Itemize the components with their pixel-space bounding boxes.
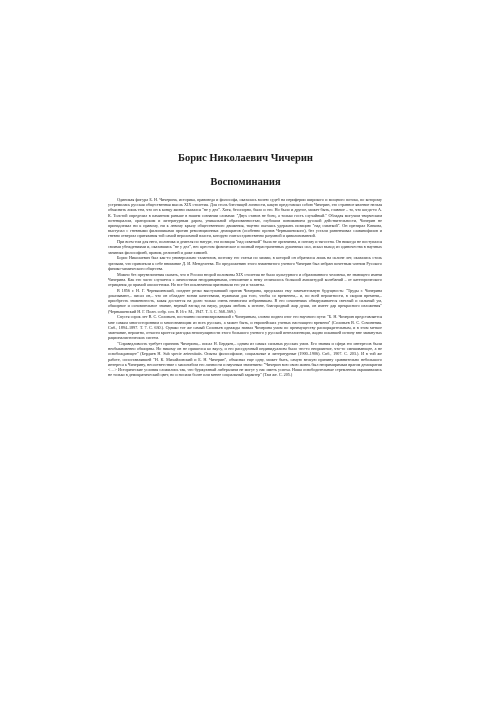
paragraph: Можно без преувеличения сказать, что в России второй половины XIX столетия не было культурного и образованного человека, не знающего имени Чичерина. Как это часто случается с личностями неординарными, отношение к нему отличалось большой амплитудой колебаний – от категорического отрицания до прямой апологетики. Но все без исключения признавали его ум и таланты. [108, 271, 382, 288]
paragraph: "Справедливость требует признать Чичерина,– писал Н. Бердяев,– одним из самых сильных русских умов. Его знания и сфера его интересов были необыкновенно обширны. Но никому он не пришелся ко вкусу, и его рассудочный индивидуализм было что-то неприятное, что-то смешивающее, а не освобождающее" (Бердяев Н. Sub specie aeternitatis. Опыты философские, социальные и литературные (1900–1906). Спб., 1907. С. 203.). И в той же работе, сопоставлявшей "Н. К. Михайловский и Б. Н. Чичерин", объяснял еще одну, может быть, самую вескую причину сравнительно небольшого интереса к Чичерину, несоответствие с масштабом его личности и научным значением: "Чичерин всю свою жизнь был непримиримым врагом демократии <…> Исторические условия сложились так, что буржуазный либерализм не могут у нас иметь успеха. Наша освободительные стремления окрашивались не только в демократический цвет, но и носили более или менее социальный характер" (Там же. С. 205.) [108, 341, 382, 378]
author-heading: Борис Николаевич Чичерин [178, 153, 313, 164]
body-text [108, 197, 382, 378]
document-title: Воспоминания [210, 177, 281, 188]
paragraph: В 1856 г. Н. Г. Чернышевский, позднее резко выступавший против Чичерина, предсказал ему замечательную будущность: "Труды г. Чичерина доказывают,– писал он,– что он обладает всеми качествами, нужными для того, чтобы со временем,– и, по всей вероятности, в скором времени,– приобресть знаменитость, какая достается на долю только очень немногим избранникам. В его сочинениях обнаруживается светлый и сильный ум, обширное и основательное знание, верный взгляд на науку, редкая любовь к истине, благородный жар души, он имеет дар прекрасного изложения" (Чернышевский Н. Г. Полн. собр. соч. В 16 т. М., 1947. Т. 3. С. 568–569.) [108, 287, 382, 314]
paragraph: Спустя сорок лет В. С. Соловьев, постоянно полемизировавший с Чичериным, словно подвел итог его научного пути: "Б. Н. Чичерин представляется мне самым многосторонним и многознающим из всех русских, а может быть, и европейских ученых настоящего времени" (Соловьев В. С. Сочинения. Спб., 1894–1897. Т. 7. С. 630.). Однако тот же самый Соловьев однажды назвал Чичерина умом по преимуществу распорядительным, и в этом меткое замечание, вероятно, отчасти кроется разгадка непопулярности этого большого ученого у русской интеллигенции, жадно искавшей истину вне замкнутых рационалистических систем. [108, 314, 382, 341]
paragraph: Борис Николаевич был как-то универсально талантлив, поэтому его статьи по химии, в которой он обратился лишь на склоне лет, оказались столь зрелыми, что привлекли к себе внимание Д. И. Менделеева. По предложению этого знаменитого ученого Чичерин был избран почетным членом Русского физико-химического общества. [108, 255, 382, 271]
paragraph: При всем том для него, политика и деятеля по натуре, эта позиция "над схваткой" была не органична, и потому и тягостна. Он никогда не поступался своими убеждениями и, оказавшись "не у дел", нес крестом физическое и полный нерастраченных душевных сил, искал выход из одиночества в научных занятиях философией, правом, религией и даже химией. [108, 239, 382, 255]
paragraph: Одинокая фигура Б. Н. Чичерина, историка, правоведа и философа, оказалась волею судеб на периферии широкого и мощного потока, по которому устремилась русская общественная мысль XIX столетия. Для столь блестящей личности, какую представлял собою Чичерин, это странное явление нельзя объяснить лишь тем, что он к концу жизни оказался "не у дел". Хотя, бесспорно, было и это. Но было и другое, может быть, главное – то, что когда-то А. К. Толстой определил в памятном раньше в нашем сознании словами: "Двух станов не боец, а только гость случайный." Обладая могучим творческим потенциалом, ораторским и литературным даром, уникальной образованностью, глубоким пониманием русской действительности, Чичерин не принадлежал ни к правому, ни к левому крылу общественного движения, тщетно пытаясь удержать позицию "над схваткой". Он презирал Каткова, выступал с гневными филиппиками против революционных демократов (особенно против Чернышевского), без устали развенчивал славянофилов и гневно отвергал притязания той самой вероломной власти, которую считал единственно разумной и цивилизованной. [108, 197, 382, 239]
